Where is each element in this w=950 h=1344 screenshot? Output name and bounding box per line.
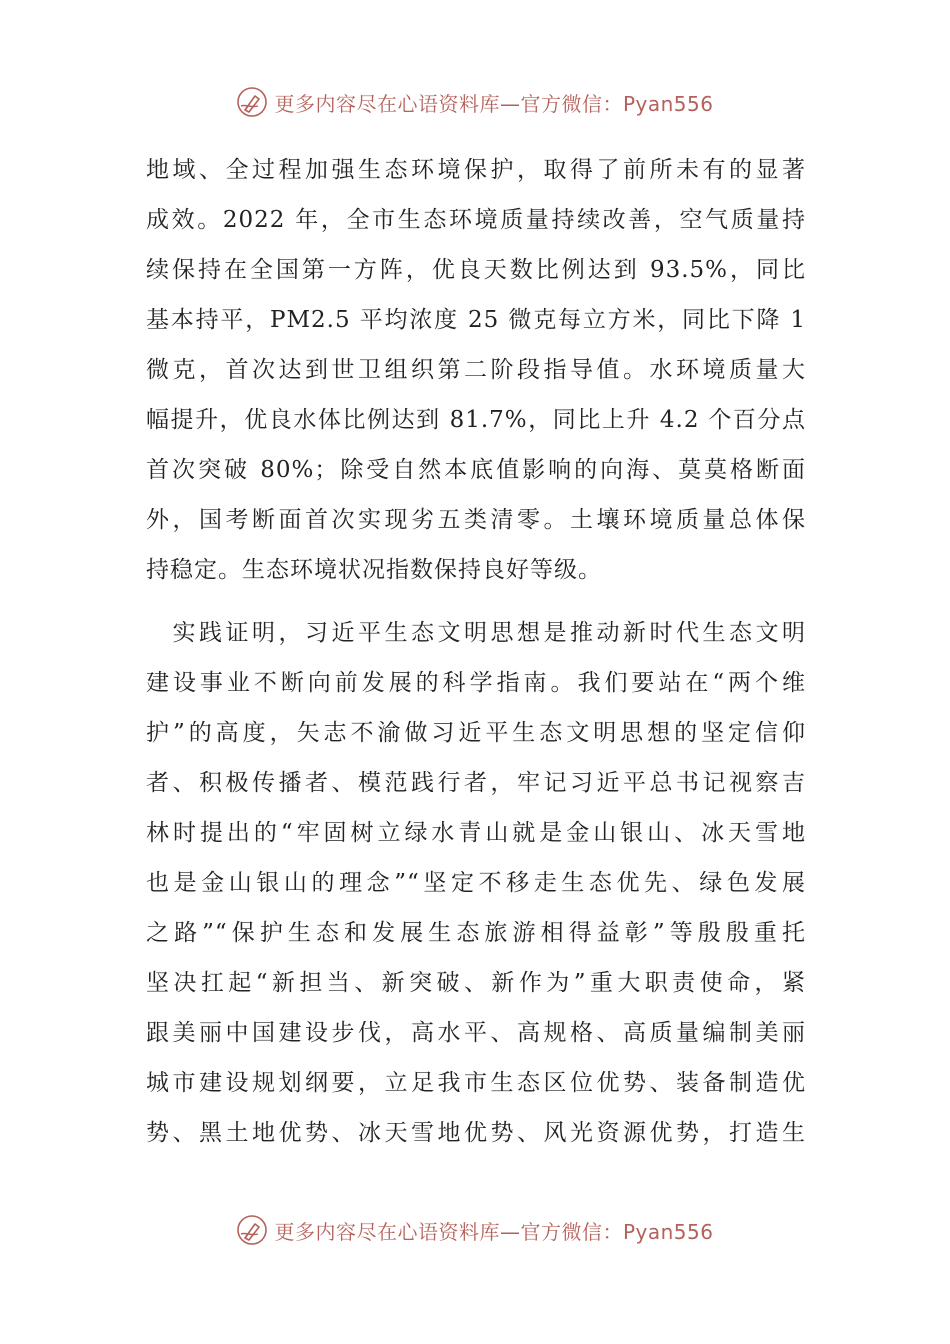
text-line: 之路”“保护生态和发展生态旅游相得益彰”等殷殷重托 xyxy=(146,920,806,946)
text-line: 微克，首次达到世卫组织第二阶段指导值。水环境质量大 xyxy=(146,357,806,383)
paragraph-1 xyxy=(146,150,806,600)
text-line: 林时提出的“牢固树立绿水青山就是金山银山、冰天雪地 xyxy=(146,820,806,846)
footer-account-text: —官方微信：Pyan556 xyxy=(499,1219,714,1244)
text-line: 者、积极传播者、模范践行者，牢记习近平总书记视察吉 xyxy=(146,770,806,796)
pen-nib-logo-icon xyxy=(236,1214,268,1246)
header-banner xyxy=(0,82,950,122)
pen-nib-logo-icon xyxy=(236,86,268,118)
text-line: 势、黑土地优势、冰天雪地优势、风光资源优势，打造生 xyxy=(146,1120,806,1146)
paragraph-2 xyxy=(146,613,806,1163)
text-line: 跟美丽中国建设步伐，高水平、高规格、高质量编制美丽 xyxy=(146,1020,806,1046)
text-line: 地域、全过程加强生态环境保护，取得了前所未有的显著 xyxy=(146,157,806,183)
text-line: 外，国考断面首次实现劣五类清零。土壤环境质量总体保 xyxy=(146,507,806,533)
text-line: 也是金山银山的理念”“坚定不移走生态优先、绿色发展 xyxy=(146,870,806,896)
text-line: 城市建设规划纲要，立足我市生态区位优势、装备制造优 xyxy=(146,1070,806,1096)
text-line: 坚决扛起“新担当、新突破、新作为”重大职责使命，紧 xyxy=(146,970,806,996)
text-line: 护”的高度，矢志不渝做习近平生态文明思想的坚定信仰 xyxy=(146,720,806,746)
text-line: 幅提升，优良水体比例达到 81.7%，同比上升 4.2 个百分点 xyxy=(146,407,806,433)
text-line: 成效。2022 年，全市生态环境质量持续改善，空气质量持 xyxy=(146,207,806,233)
text-line: 基本持平，PM2.5 平均浓度 25 微克每立方米，同比下降 1 xyxy=(146,307,806,333)
header-site-text: 更多内容尽在心语资料库 xyxy=(274,91,500,116)
text-line: 持稳定。生态环境状况指数保持良好等级。 xyxy=(146,557,602,583)
text-line: 续保持在全国第一方阵，优良天数比例达到 93.5%，同比 xyxy=(146,257,806,283)
text-line: 建设事业不断向前发展的科学指南。我们要站在“两个维 xyxy=(146,670,806,696)
text-line: 首次突破 80%；除受自然本底值影响的向海、莫莫格断面 xyxy=(146,457,806,483)
paragraph-gap xyxy=(146,600,806,613)
header-account-text: —官方微信：Pyan556 xyxy=(499,91,714,116)
article-body xyxy=(146,150,806,1163)
footer-banner xyxy=(0,1210,950,1250)
footer-site-text: 更多内容尽在心语资料库 xyxy=(274,1219,500,1244)
text-line: 实践证明，习近平生态文明思想是推动新时代生态文明 xyxy=(146,620,806,646)
